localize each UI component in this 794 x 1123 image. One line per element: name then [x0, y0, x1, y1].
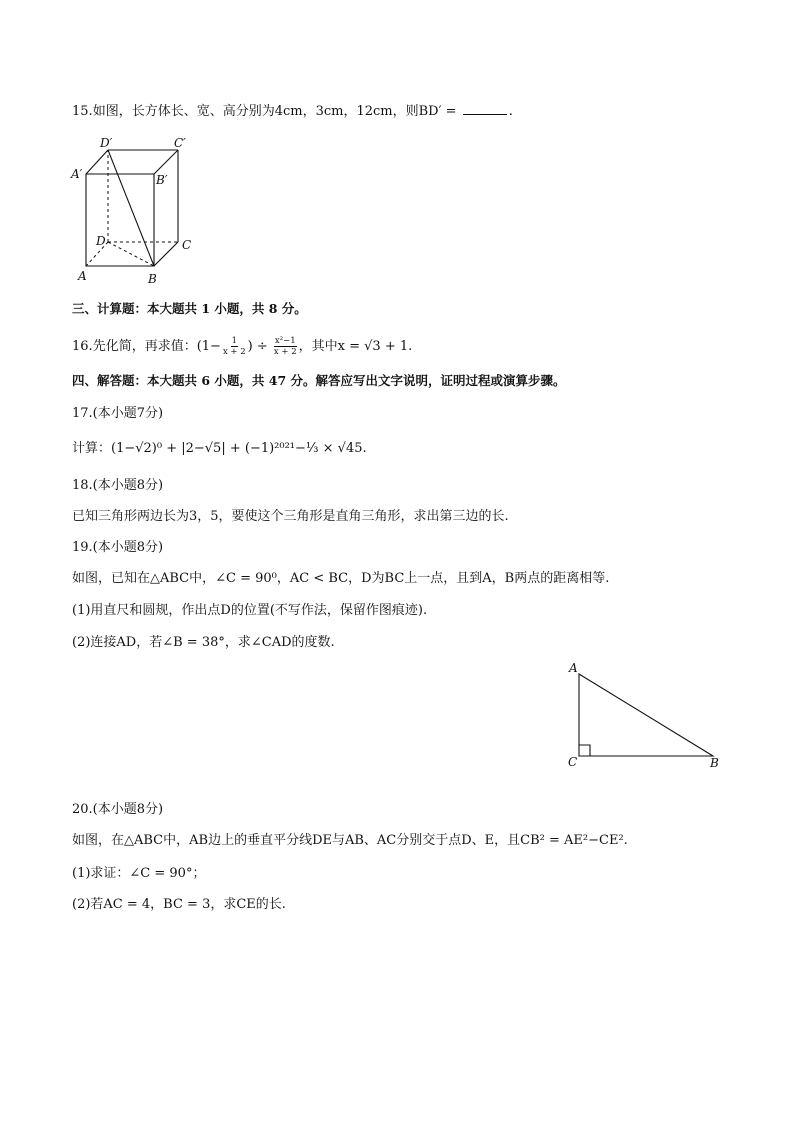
q16-frac1-num: 1 [231, 336, 238, 346]
q15-text: 如图，长方体长、宽、高分别为4cm，3cm，12cm，则BD′ = [92, 104, 461, 119]
label-A1: A′ [71, 167, 83, 181]
cuboid-diagram [68, 132, 208, 292]
q16-frac2-den: x + 2 [273, 347, 297, 357]
q15-number: 15. [72, 104, 93, 119]
q16-text-after: ，其中x = √3 + 1. [298, 339, 413, 354]
q20-part1: (1)求证：∠C = 90°； [72, 866, 206, 881]
label-B: B [148, 272, 157, 286]
triangle-diagram [560, 658, 730, 778]
q16-number: 16. [72, 339, 93, 354]
edge-DB [108, 242, 154, 266]
q16-op: ) ÷ [247, 339, 272, 354]
q16-fraction-2 [273, 336, 298, 357]
q15-end: . [508, 104, 513, 119]
q16-text-before: 先化简，再求值：(1− [92, 339, 221, 354]
edge-B1C1 [154, 150, 178, 174]
q19-header: 19.(本小题8分) [72, 540, 164, 555]
label-A: A [78, 269, 87, 283]
q16-fraction-1 [222, 336, 247, 357]
q18-header: 18.(本小题8分) [72, 478, 164, 493]
q19-part2: (2)连接AD，若∠B = 38°，求∠CAD的度数. [72, 635, 335, 650]
label-triangle-a: A [569, 661, 578, 675]
label-D: D [96, 234, 106, 248]
q20-part2: (2)若AC = 4，BC = 3，求CE的长. [72, 897, 286, 912]
label-triangle-b: B [710, 756, 719, 770]
q15-line [72, 102, 513, 122]
q18-body: 已知三角形两边长为3，5，要使这个三角形是直角三角形，求出第三边的长. [72, 509, 509, 524]
q16-line [72, 336, 412, 357]
right-angle-mark [579, 745, 590, 756]
q17-header: 17.(本小题7分) [72, 406, 164, 421]
q19-part1: (1)用直尺和圆规，作出点D的位置(不写作法，保留作图痕迹). [72, 603, 428, 618]
section3-heading: 三、计算题：本大题共 1 小题，共 8 分。 [72, 301, 307, 316]
section4-heading: 四、解答题：本大题共 6 小题，共 47 分。解答应写出文字说明，证明过程或演算步骤。 [72, 373, 566, 388]
diagonal-BD1 [108, 150, 154, 266]
label-B1: B′ [156, 173, 168, 187]
edge-BC [154, 242, 178, 266]
q15-answer-blank [463, 102, 507, 115]
label-C: C [182, 238, 192, 252]
label-triangle-c: C [568, 755, 578, 769]
edge-A1D1 [86, 150, 108, 174]
q16-frac1-den: x + 2 [222, 347, 246, 357]
q19-body: 如图，已知在△ABC中，∠C = 90⁰，AC < BC，D为BC上一点，且到A，B两点的距离相等. [72, 571, 610, 586]
q20-header: 20.(本小题8分) [72, 802, 164, 817]
q17-body: 计算：(1−√2)⁰ + |2−√5| + (−1)²⁰²¹−⅓ × √45. [72, 441, 367, 456]
label-C1: C′ [174, 136, 186, 150]
q16-frac2-num: x²−1 [274, 336, 296, 346]
front-face [86, 174, 154, 266]
label-D1: D′ [100, 136, 113, 150]
triangle-abc [579, 674, 713, 756]
q20-body: 如图，在△ABC中，AB边上的垂直平分线DE与AB、AC分别交于点D、E，且CB² = AE²−CE². [72, 833, 628, 848]
